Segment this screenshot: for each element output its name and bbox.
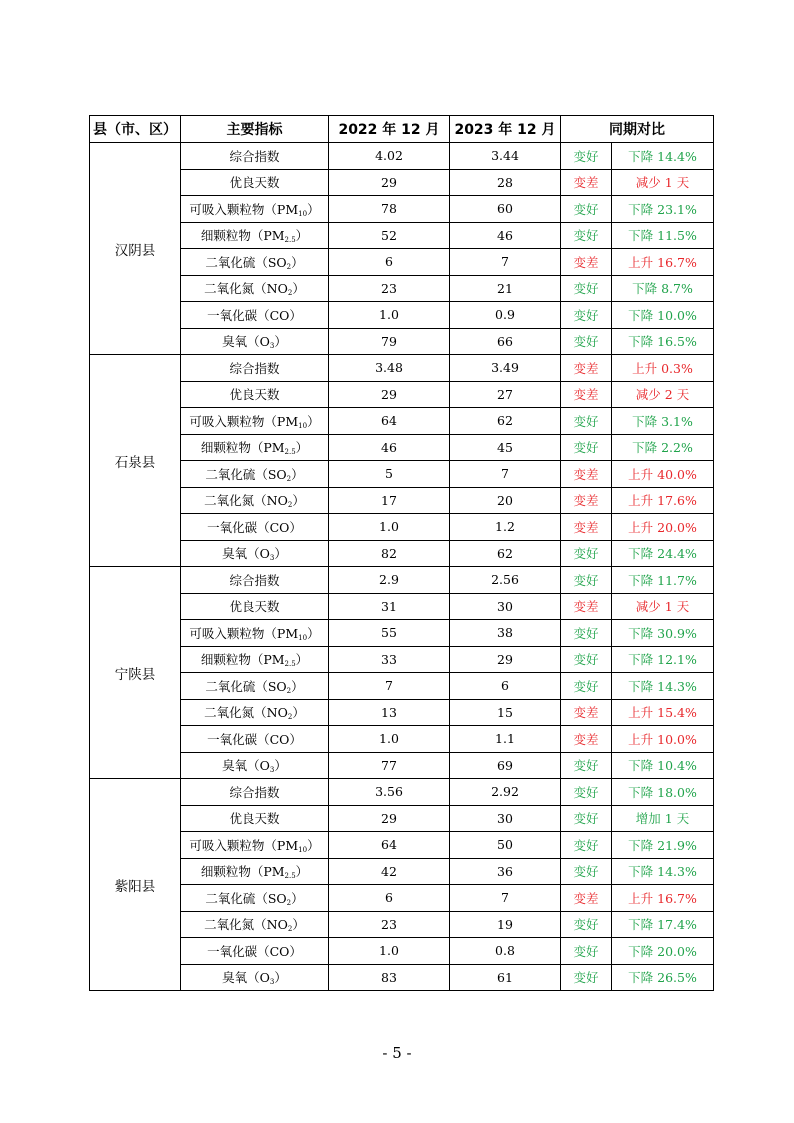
indicator-label: 可吸入颗粒物（PM — [189, 413, 299, 429]
value-2022: 33 — [329, 646, 450, 673]
indicator-label: 二氧化硫（SO — [205, 678, 287, 694]
indicator-label: 臭氧（O — [222, 970, 270, 986]
indicator-label: 一氧化碳（CO） — [207, 943, 302, 959]
value-2023: 36 — [450, 858, 561, 885]
indicator-cell — [181, 673, 329, 700]
county-name: 宁陕县 — [90, 567, 181, 779]
indicator-cell — [181, 752, 329, 779]
table-header — [90, 116, 714, 143]
air-quality-table — [89, 115, 714, 991]
change-cell: 上升 16.7% — [612, 885, 714, 912]
indicator-suffix: ） — [295, 440, 309, 456]
county-name: 汉阴县 — [90, 143, 181, 355]
value-2023: 27 — [450, 381, 561, 408]
trend-cell: 变好 — [561, 434, 612, 461]
indicator-label: 细颗粒物（PM — [200, 440, 285, 456]
value-2023: 1.2 — [450, 514, 561, 541]
indicator-subscript: 10 — [298, 421, 308, 430]
indicator-suffix: ） — [295, 228, 309, 244]
change-cell: 增加 1 天 — [612, 805, 714, 832]
change-cell: 下降 24.4% — [612, 540, 714, 567]
indicator-cell — [181, 885, 329, 912]
table-row — [90, 514, 714, 541]
value-2023: 30 — [450, 805, 561, 832]
indicator-label: 优良天数 — [229, 387, 280, 403]
change-cell: 下降 18.0% — [612, 779, 714, 806]
table-row — [90, 302, 714, 329]
indicator-suffix: ） — [292, 493, 305, 509]
table-row — [90, 461, 714, 488]
value-2023: 66 — [450, 328, 561, 355]
table-row — [90, 567, 714, 594]
indicator-cell — [181, 355, 329, 382]
indicator-cell — [181, 646, 329, 673]
header-comparison: 同期对比 — [561, 116, 714, 143]
indicator-label: 综合指数 — [229, 572, 280, 588]
indicator-subscript: 2 — [286, 898, 292, 907]
value-2023: 7 — [450, 461, 561, 488]
trend-cell: 变好 — [561, 964, 612, 991]
indicator-suffix: ） — [291, 254, 304, 270]
indicator-subscript: 2 — [286, 686, 292, 695]
table-row — [90, 620, 714, 647]
trend-cell: 变差 — [561, 726, 612, 753]
indicator-label: 细颗粒物（PM — [200, 652, 285, 668]
change-cell: 减少 1 天 — [612, 169, 714, 196]
trend-cell: 变好 — [561, 222, 612, 249]
value-2022: 42 — [329, 858, 450, 885]
indicator-cell — [181, 567, 329, 594]
table-row — [90, 540, 714, 567]
indicator-cell — [181, 964, 329, 991]
indicator-label: 二氧化氮（NO — [204, 493, 288, 509]
table-row — [90, 832, 714, 859]
indicator-cell — [181, 699, 329, 726]
value-2022: 83 — [329, 964, 450, 991]
indicator-label: 一氧化碳（CO） — [207, 731, 302, 747]
indicator-suffix: ） — [274, 758, 287, 774]
value-2023: 29 — [450, 646, 561, 673]
indicator-cell — [181, 911, 329, 938]
trend-cell: 变好 — [561, 408, 612, 435]
value-2023: 6 — [450, 673, 561, 700]
indicator-cell — [181, 275, 329, 302]
indicator-cell — [181, 381, 329, 408]
change-cell: 下降 2.2% — [612, 434, 714, 461]
indicator-suffix: ） — [307, 413, 320, 429]
indicator-cell — [181, 487, 329, 514]
indicator-suffix: ） — [295, 652, 309, 668]
value-2023: 30 — [450, 593, 561, 620]
change-cell: 下降 14.3% — [612, 858, 714, 885]
value-2022: 23 — [329, 275, 450, 302]
indicator-label: 二氧化氮（NO — [204, 281, 288, 297]
change-cell: 上升 20.0% — [612, 514, 714, 541]
indicator-cell — [181, 196, 329, 223]
value-2022: 1.0 — [329, 938, 450, 965]
indicator-cell — [181, 938, 329, 965]
value-2022: 23 — [329, 911, 450, 938]
indicator-subscript: 2 — [287, 289, 293, 298]
header-row — [90, 116, 714, 143]
table-row — [90, 328, 714, 355]
change-cell: 下降 14.4% — [612, 143, 714, 170]
indicator-suffix: ） — [274, 334, 287, 350]
indicator-cell — [181, 540, 329, 567]
header-2023: 2023 年 12 月 — [450, 116, 561, 143]
indicator-label: 优良天数 — [229, 175, 280, 191]
change-cell: 下降 14.3% — [612, 673, 714, 700]
value-2022: 29 — [329, 169, 450, 196]
indicator-subscript: 3 — [269, 554, 275, 563]
value-2023: 69 — [450, 752, 561, 779]
indicator-label: 二氧化氮（NO — [204, 917, 288, 933]
trend-cell: 变好 — [561, 911, 612, 938]
indicator-subscript: 3 — [269, 342, 275, 351]
indicator-cell — [181, 461, 329, 488]
indicator-suffix: ） — [307, 201, 320, 217]
table-row — [90, 911, 714, 938]
value-2022: 1.0 — [329, 302, 450, 329]
change-cell: 下降 11.7% — [612, 567, 714, 594]
table-row — [90, 381, 714, 408]
indicator-label: 臭氧（O — [222, 334, 270, 350]
indicator-subscript: 2.5 — [284, 236, 296, 245]
table-row — [90, 673, 714, 700]
value-2022: 1.0 — [329, 514, 450, 541]
indicator-subscript: 3 — [269, 766, 275, 775]
indicator-label: 细颗粒物（PM — [200, 864, 285, 880]
trend-cell: 变差 — [561, 487, 612, 514]
value-2023: 0.9 — [450, 302, 561, 329]
change-cell: 上升 16.7% — [612, 249, 714, 276]
value-2022: 52 — [329, 222, 450, 249]
indicator-suffix: ） — [291, 466, 304, 482]
trend-cell: 变好 — [561, 302, 612, 329]
indicator-cell — [181, 593, 329, 620]
header-2022: 2022 年 12 月 — [329, 116, 450, 143]
change-cell: 减少 2 天 — [612, 381, 714, 408]
indicator-subscript: 2 — [287, 501, 293, 510]
value-2022: 17 — [329, 487, 450, 514]
value-2022: 79 — [329, 328, 450, 355]
table-row — [90, 779, 714, 806]
trend-cell: 变好 — [561, 805, 612, 832]
value-2023: 21 — [450, 275, 561, 302]
indicator-label: 臭氧（O — [222, 546, 270, 562]
value-2022: 7 — [329, 673, 450, 700]
change-cell: 下降 10.0% — [612, 302, 714, 329]
trend-cell: 变好 — [561, 673, 612, 700]
trend-cell: 变好 — [561, 196, 612, 223]
indicator-label: 臭氧（O — [222, 758, 270, 774]
value-2022: 6 — [329, 885, 450, 912]
trend-cell: 变差 — [561, 593, 612, 620]
value-2023: 3.44 — [450, 143, 561, 170]
trend-cell: 变好 — [561, 938, 612, 965]
indicator-cell — [181, 832, 329, 859]
trend-cell: 变好 — [561, 858, 612, 885]
trend-cell: 变好 — [561, 540, 612, 567]
value-2023: 15 — [450, 699, 561, 726]
indicator-subscript: 2.5 — [284, 872, 296, 881]
trend-cell: 变差 — [561, 514, 612, 541]
indicator-label: 可吸入颗粒物（PM — [189, 837, 299, 853]
change-cell: 上升 0.3% — [612, 355, 714, 382]
indicator-cell — [181, 779, 329, 806]
value-2023: 50 — [450, 832, 561, 859]
trend-cell: 变好 — [561, 752, 612, 779]
table-row — [90, 169, 714, 196]
table-body — [90, 143, 714, 991]
indicator-suffix: ） — [274, 546, 287, 562]
table-row — [90, 699, 714, 726]
value-2022: 29 — [329, 805, 450, 832]
table-row — [90, 143, 714, 170]
indicator-label: 综合指数 — [229, 784, 280, 800]
value-2022: 2.9 — [329, 567, 450, 594]
value-2022: 64 — [329, 408, 450, 435]
value-2022: 3.56 — [329, 779, 450, 806]
county-name: 紫阳县 — [90, 779, 181, 991]
change-cell: 下降 20.0% — [612, 938, 714, 965]
table-row — [90, 646, 714, 673]
value-2023: 19 — [450, 911, 561, 938]
change-cell: 下降 10.4% — [612, 752, 714, 779]
indicator-label: 细颗粒物（PM — [200, 228, 285, 244]
indicator-subscript: 2 — [287, 713, 293, 722]
table-row — [90, 434, 714, 461]
value-2023: 1.1 — [450, 726, 561, 753]
value-2023: 7 — [450, 249, 561, 276]
page-number: - 5 - — [382, 1044, 412, 1062]
table-row — [90, 752, 714, 779]
indicator-suffix: ） — [292, 281, 305, 297]
change-cell: 上升 17.6% — [612, 487, 714, 514]
change-cell: 上升 15.4% — [612, 699, 714, 726]
trend-cell: 变差 — [561, 169, 612, 196]
change-cell: 上升 10.0% — [612, 726, 714, 753]
value-2023: 0.8 — [450, 938, 561, 965]
indicator-suffix: ） — [307, 625, 320, 641]
indicator-cell — [181, 726, 329, 753]
change-cell: 上升 40.0% — [612, 461, 714, 488]
change-cell: 下降 21.9% — [612, 832, 714, 859]
value-2022: 5 — [329, 461, 450, 488]
value-2023: 20 — [450, 487, 561, 514]
indicator-cell — [181, 249, 329, 276]
change-cell: 下降 23.1% — [612, 196, 714, 223]
indicator-subscript: 10 — [298, 209, 308, 218]
table-row — [90, 275, 714, 302]
change-cell: 下降 3.1% — [612, 408, 714, 435]
value-2022: 82 — [329, 540, 450, 567]
indicator-cell — [181, 302, 329, 329]
trend-cell: 变好 — [561, 143, 612, 170]
trend-cell: 变好 — [561, 832, 612, 859]
trend-cell: 变好 — [561, 620, 612, 647]
indicator-label: 可吸入颗粒物（PM — [189, 625, 299, 641]
trend-cell: 变好 — [561, 567, 612, 594]
indicator-cell — [181, 620, 329, 647]
indicator-cell — [181, 328, 329, 355]
value-2022: 3.48 — [329, 355, 450, 382]
indicator-subscript: 2.5 — [284, 448, 296, 457]
value-2023: 28 — [450, 169, 561, 196]
header-indicator: 主要指标 — [181, 116, 329, 143]
indicator-label: 二氧化硫（SO — [205, 890, 287, 906]
indicator-cell — [181, 514, 329, 541]
table-row — [90, 805, 714, 832]
indicator-subscript: 2 — [286, 262, 292, 271]
value-2022: 29 — [329, 381, 450, 408]
value-2022: 4.02 — [329, 143, 450, 170]
value-2022: 46 — [329, 434, 450, 461]
table-row — [90, 726, 714, 753]
indicator-suffix: ） — [307, 837, 320, 853]
indicator-subscript: 2 — [287, 925, 293, 934]
value-2023: 7 — [450, 885, 561, 912]
trend-cell: 变差 — [561, 381, 612, 408]
change-cell: 下降 17.4% — [612, 911, 714, 938]
trend-cell: 变差 — [561, 249, 612, 276]
indicator-suffix: ） — [291, 890, 304, 906]
value-2022: 31 — [329, 593, 450, 620]
value-2023: 60 — [450, 196, 561, 223]
county-name: 石泉县 — [90, 355, 181, 567]
value-2023: 62 — [450, 408, 561, 435]
indicator-label: 可吸入颗粒物（PM — [189, 201, 299, 217]
value-2023: 38 — [450, 620, 561, 647]
trend-cell: 变差 — [561, 885, 612, 912]
indicator-subscript: 3 — [269, 978, 275, 987]
indicator-subscript: 2 — [286, 474, 292, 483]
indicator-suffix: ） — [292, 917, 305, 933]
value-2022: 1.0 — [329, 726, 450, 753]
indicator-cell — [181, 408, 329, 435]
indicator-cell — [181, 805, 329, 832]
trend-cell: 变好 — [561, 779, 612, 806]
indicator-label: 一氧化碳（CO） — [207, 519, 302, 535]
value-2022: 77 — [329, 752, 450, 779]
trend-cell: 变差 — [561, 699, 612, 726]
indicator-cell — [181, 169, 329, 196]
indicator-subscript: 10 — [298, 845, 308, 854]
table-row — [90, 593, 714, 620]
indicator-label: 综合指数 — [229, 148, 280, 164]
table-row — [90, 858, 714, 885]
indicator-cell — [181, 858, 329, 885]
change-cell: 减少 1 天 — [612, 593, 714, 620]
value-2023: 45 — [450, 434, 561, 461]
change-cell: 下降 11.5% — [612, 222, 714, 249]
table-row — [90, 938, 714, 965]
table-row — [90, 196, 714, 223]
value-2022: 78 — [329, 196, 450, 223]
indicator-suffix: ） — [295, 864, 309, 880]
trend-cell: 变好 — [561, 275, 612, 302]
change-cell: 下降 12.1% — [612, 646, 714, 673]
table-row — [90, 487, 714, 514]
indicator-cell — [181, 434, 329, 461]
header-county: 县（市、区） — [90, 116, 181, 143]
value-2023: 2.56 — [450, 567, 561, 594]
table-row — [90, 408, 714, 435]
table-row — [90, 249, 714, 276]
trend-cell: 变好 — [561, 646, 612, 673]
table-row — [90, 222, 714, 249]
indicator-cell — [181, 143, 329, 170]
value-2022: 64 — [329, 832, 450, 859]
value-2023: 3.49 — [450, 355, 561, 382]
indicator-suffix: ） — [291, 678, 304, 694]
indicator-label: 优良天数 — [229, 599, 280, 615]
trend-cell: 变差 — [561, 355, 612, 382]
table-row — [90, 355, 714, 382]
value-2023: 62 — [450, 540, 561, 567]
indicator-label: 二氧化氮（NO — [204, 705, 288, 721]
indicator-label: 一氧化碳（CO） — [207, 307, 302, 323]
value-2022: 13 — [329, 699, 450, 726]
indicator-label: 综合指数 — [229, 360, 280, 376]
trend-cell: 变差 — [561, 461, 612, 488]
change-cell: 下降 26.5% — [612, 964, 714, 991]
value-2023: 46 — [450, 222, 561, 249]
indicator-cell — [181, 222, 329, 249]
indicator-suffix: ） — [274, 970, 287, 986]
indicator-label: 二氧化硫（SO — [205, 466, 287, 482]
value-2022: 6 — [329, 249, 450, 276]
value-2023: 61 — [450, 964, 561, 991]
change-cell: 下降 8.7% — [612, 275, 714, 302]
table-row — [90, 885, 714, 912]
indicator-subscript: 10 — [298, 633, 308, 642]
change-cell: 下降 16.5% — [612, 328, 714, 355]
indicator-label: 优良天数 — [229, 811, 280, 827]
trend-cell: 变好 — [561, 328, 612, 355]
change-cell: 下降 30.9% — [612, 620, 714, 647]
indicator-suffix: ） — [292, 705, 305, 721]
value-2022: 55 — [329, 620, 450, 647]
table-row — [90, 964, 714, 991]
indicator-label: 二氧化硫（SO — [205, 254, 287, 270]
value-2023: 2.92 — [450, 779, 561, 806]
indicator-subscript: 2.5 — [284, 660, 296, 669]
